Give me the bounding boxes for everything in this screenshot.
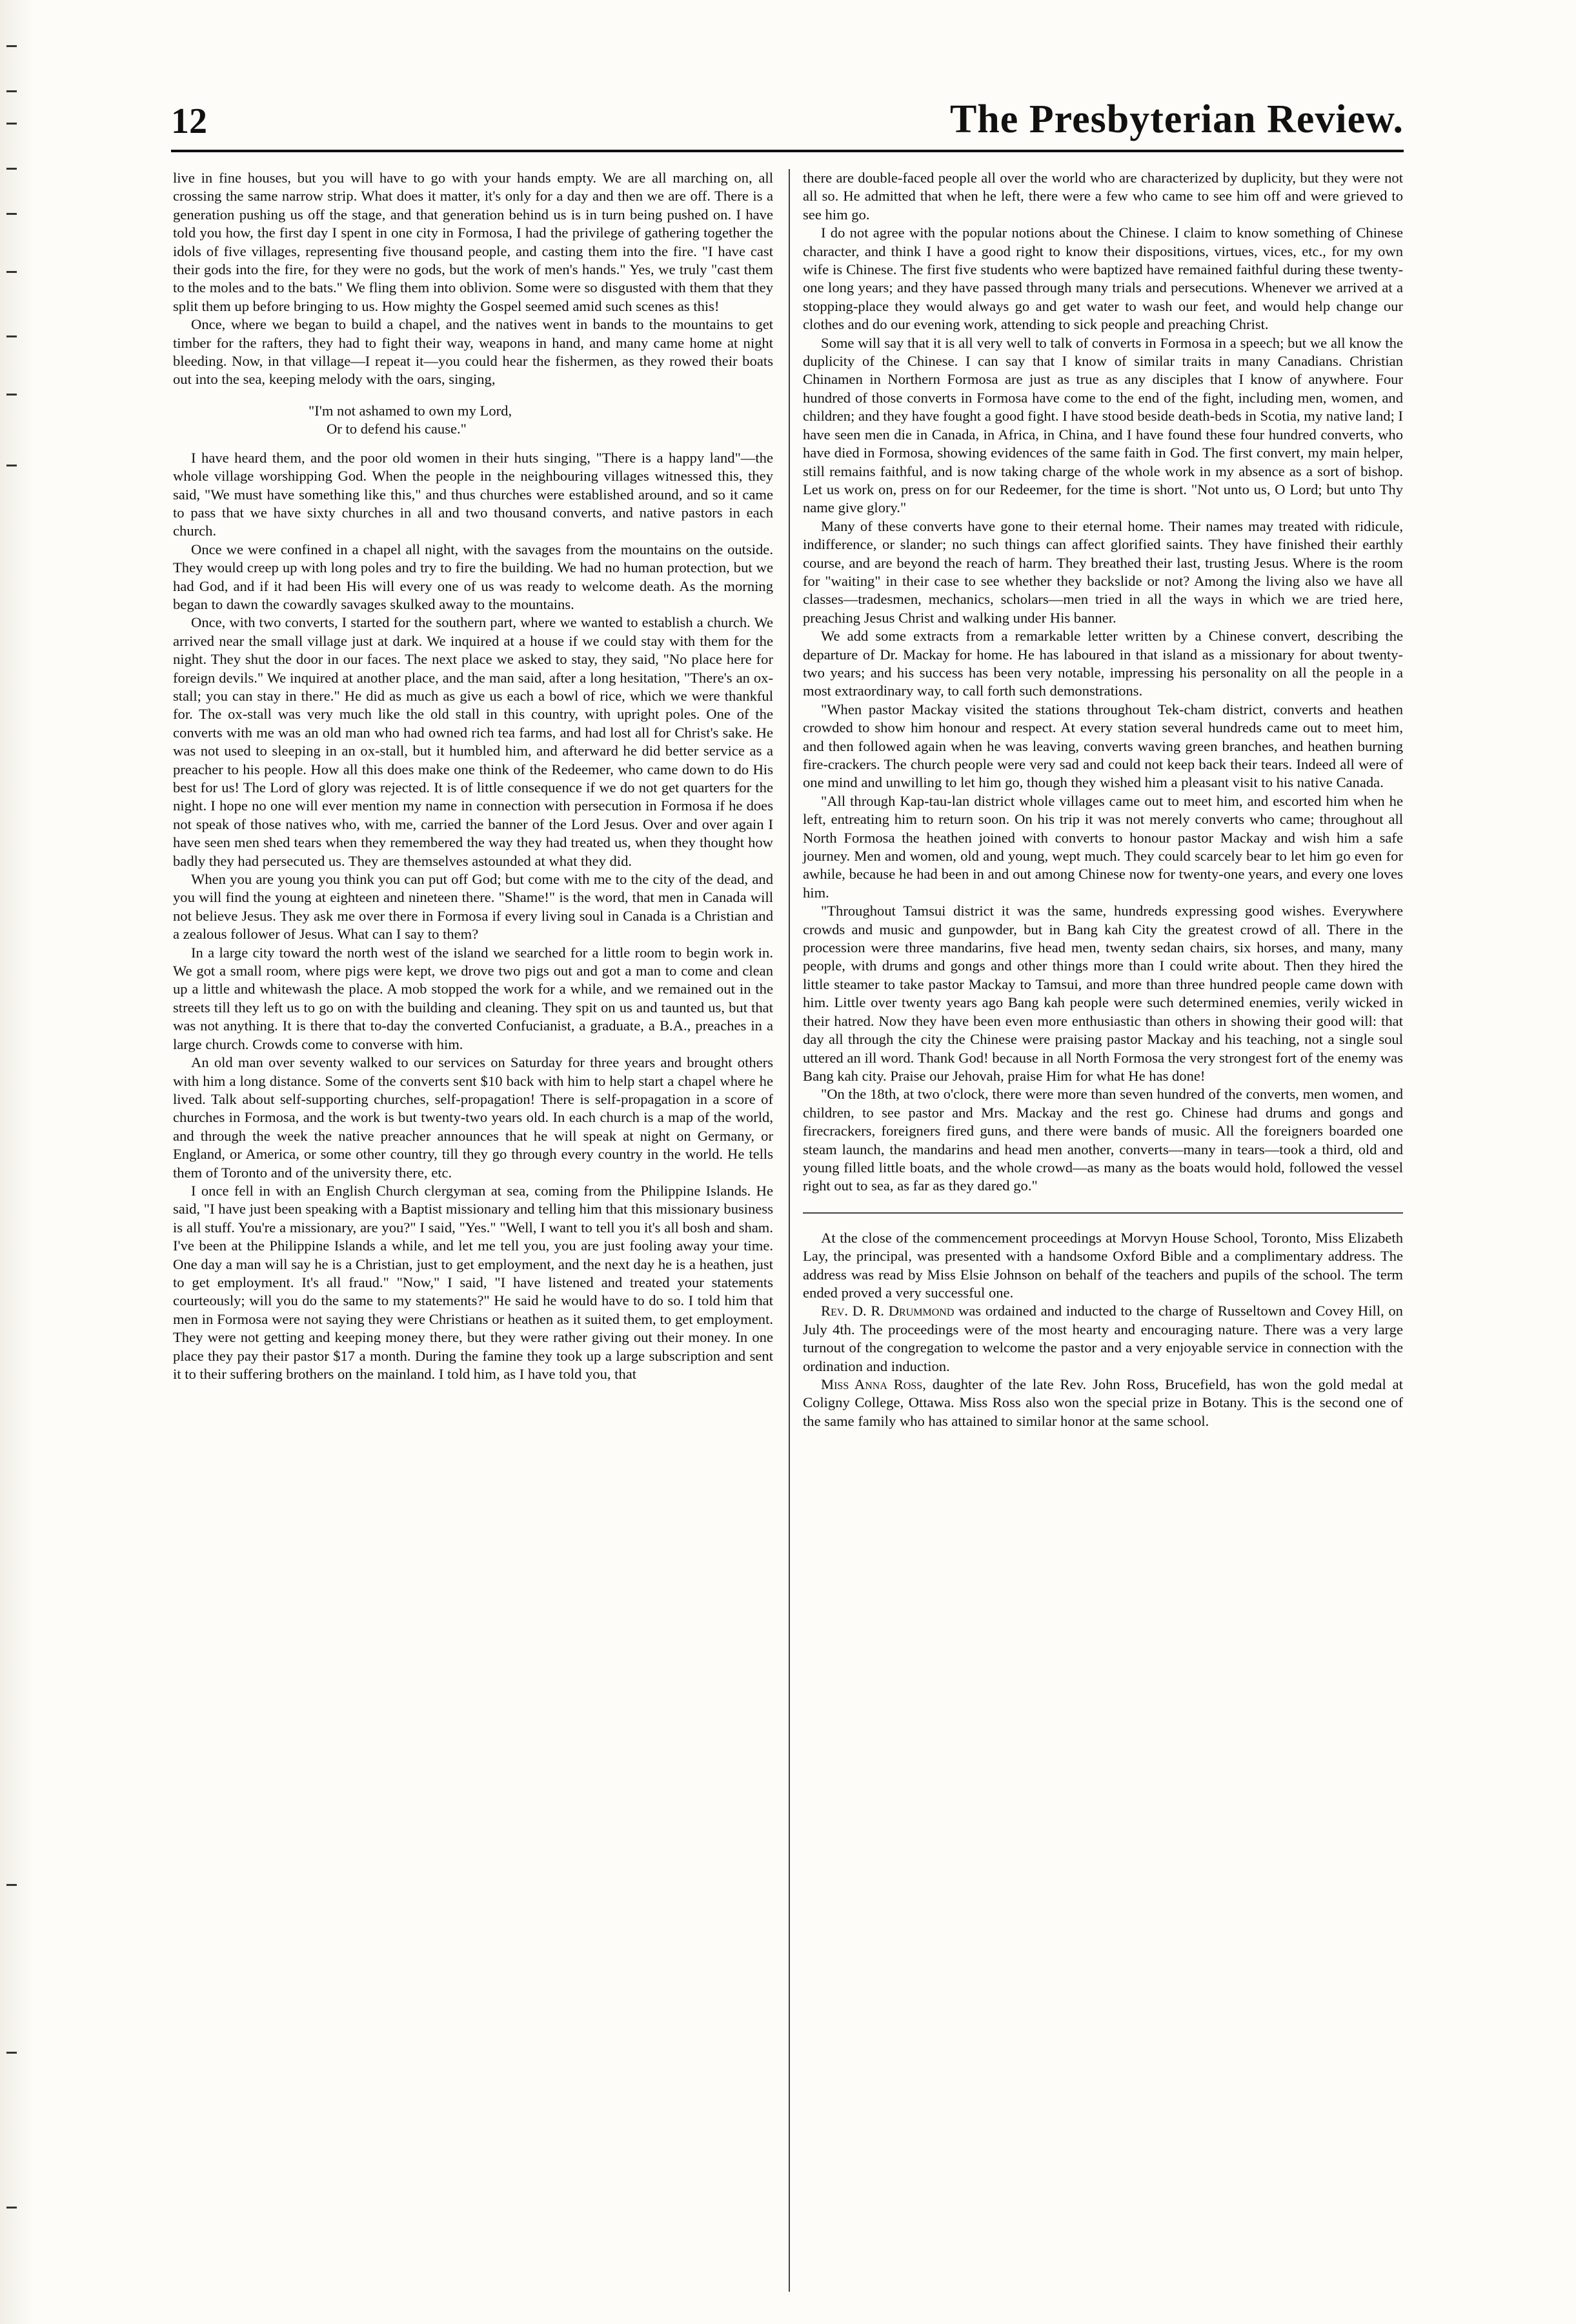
hymn-quote: [173, 402, 773, 439]
paragraph: When you are young you think you can put off God; but come with me to the city of the dead, and you will find the young at eighteen and nineteen there. "Shame!" is the word, that men in Canada will not believe Jesus. They ask me over there in Formosa if every living soul in Canada is a Christian and a zealous follower of Jesus. What can I say to them?: [173, 871, 773, 943]
letter-extract: "On the 18th, at two o'clock, there were more than seven hundred of the converts, men women, and children, to see pastor and Mrs. Mackay and the rest go. Chinese had drums and gongs and firecrackers, foreigners fired guns, and there were bands of music. All the foreigners boarded one steam launch, the mandarins and head men another, converts—many in tears—took a third, old and young filled little boats, and the whole crowd—as many as the boats would hold, followed the vessel right out to sea, as far as they dared go.": [803, 1086, 1403, 1194]
paragraph: Once we were confined in a chapel all night, with the savages from the mountains on the outside. They would creep up with long poles and try to fire the building. We had no human protection, but we had God, and if it had been His will every one of us was ready to welcome death. As the morning began to dawn the cowardly savages skulked away to the mountains.: [173, 541, 773, 612]
edge-mark: [6, 394, 17, 396]
edge-mark: [6, 45, 17, 47]
paragraph: I have heard them, and the poor old women in their huts singing, "There is a happy land"—the whole village worshipping God. When the people in the neighbouring villages witnessed this, they said, "We must have something like this," and thus churches were established around, and so it came to pass that we have sixty churches in all and two thousand converts, and native pastors in each church.: [173, 449, 773, 539]
paragraph: I do not agree with the popular notions about the Chinese. I claim to know something of Chinese character, and think I have a good right to know their dispositions, virtues, vices, etc., for my own wife is Chinese. The first five students who were baptized have remained faithful during these twenty-one long years; and they have passed through many trials and persecutions. Whenever we arrived at a stopping-place they would always go and get water to wash our feet, and would help change our clothes and do our evening work, attending to sick people and preaching Christ.: [803, 225, 1403, 333]
hymn-line: "I'm not ashamed to own my Lord,: [308, 402, 512, 419]
news-item-text: , daughter of the late Rev. John Ross, Brucefield, has won the gold medal at Coligny College, Ottawa. Miss Ross also won the special prize in Botany. This is the second one of the same family who has attained to similar honor at the same school.: [803, 1376, 1403, 1429]
paragraph: An old man over seventy walked to our services on Saturday for three years and brought others with him a long distance. Some of the converts sent $10 back with him to help start a chapel where he lived. Talk about self-supporting churches, self-propagation! There is self-propagation in a score of churches in Formosa, and the work is but twenty-two years old. In each church is a map of the world, and through the week the native preacher announces that he will speak at night on Germany, or England, or America, or some other country, till they go through every country in the world. He tells them of Toronto and of the university there, etc.: [173, 1054, 773, 1181]
paragraph: Once, with two converts, I started for the southern part, where we wanted to establish a church. We arrived near the small village just at dark. We inquired at a house if we could stay with them for the night. They shut the door in our faces. The next place we asked to stay, they said, "No place here for foreign devils." We inquired at another place, and the man said, after a long hesitation, "There's an ox-stall; you can stay in there." He did as much as give us each a bowl of rice, which we were thankful for. The ox-stall was very much like the old stall in this country, with upright poles. One of the converts with me was an old man who had owned rich tea farms, and had lost all for Christ's sake. He was not used to sleeping in an ox-stall, but it humbled him, and afterward he did better service as a preacher to his people. How all this does make one think of the Redeemer, who came down to do His best for us! The Lord of glory was rejected. It is of little consequence if we do not get quarters for the night. I hope no one will ever mention my name in connection with persecution in Formosa if he does not speak of those natives who, with me, carried the banner of the Lord Jesus. Over and over again I have seen men shed tears when they remembered the way they had treated us, when they thought how badly they had persecuted us. They are themselves astounded at what they did.: [173, 614, 773, 869]
letter-extract: "When pastor Mackay visited the stations throughout Tek-cham district, converts and heathen crowded to show him honour and respect. At every station several hundreds came out to meet him, and then followed again when he was leaving, converts waving green branches, and heathen burning fire-crackers. The church people were very sad and could not keep back their tears. Indeed all were of one mind and unwilling to let him go, though they wished him a pleasant visit to his native Canada.: [803, 701, 1403, 791]
edge-mark: [6, 213, 17, 215]
paragraph: Many of these converts have gone to their eternal home. Their names may treated with ridicule, indifference, or slander; no such things can affect glorified saints. They have finished their earthly course, and are beyond the reach of harm. They breathed their last, trusting Jesus. Where is the room for "waiting" in their case to see whether they backslide or not? Among the living also we have all classes—tradesmen, mechanics, scholars—men tried in all the ways in which we are tried here, preaching Jesus Christ and walking under His banner.: [803, 517, 1403, 626]
hymn-line: Or to defend his cause.": [327, 421, 467, 437]
edge-mark: [6, 465, 17, 466]
paragraph: We add some extracts from a remarkable letter written by a Chinese convert, describing the departure of Dr. Mackay for home. He has laboured in that island as a missionary for about twenty-two years; and his success has been very notable, impressing his personality on all the people in a most extraordinary way, to call forth such demonstrations.: [803, 628, 1403, 699]
column-divider: [789, 169, 790, 2292]
page-number: 12: [171, 101, 207, 141]
edge-mark: [6, 271, 17, 273]
paragraph: In a large city toward the north west of the island we searched for a little room to begin work in. We got a small room, where pigs were kept, we drove two pigs out and got a man to come and clean up a little and whitewash the place. A mob stopped the work for a while, and we remained out in the streets till they left us to go on with the building and cleaning. They spit on us and taunted us, but that was not anything. It is there that to-day the converted Confucianist, a graduate, a B.A., preaches in a large church. Crowds come to converse with him.: [173, 944, 773, 1052]
paragraph: Some will say that it is all very well to talk of converts in Formosa in a speech; but we all know the duplicity of the Chinese. I can say that I know of similar traits in many Canadians. Christian Chinamen in Northern Formosa are just as true as any disciples that I know of anywhere. Four hundred of those converts in Formosa have come to the end of the fight, including men, women, and children; and they have fought a good fight. I have stood beside death-beds in Scotia, my native land; I have seen men die in Canada, in Africa, in China, and I have found these four hundred converts, who have died in Formosa, showing evidences of the same faith in God. The first convert, my main helper, still remains faithful, and is now taking charge of the whole work in my absence as a sort of bishop. Let us work on, press on for our Redeemer, for the time is short. "Not unto us, O Lord; but unto Thy name give glory.": [803, 334, 1403, 516]
section-divider: [803, 1212, 1403, 1214]
header-rule: [171, 150, 1404, 152]
news-item-name: Miss Anna Ross: [821, 1376, 923, 1392]
paragraph: Once, where we began to build a chapel, and the natives went in bands to the mountains to get timber for the rafters, they had to fight their way, weapons in hand, and many came home at night bleeding. Now, in that village—I repeat it—you could hear the fishermen, as they rowed their boats out into the sea, keeping melody with the oars, singing,: [173, 316, 773, 388]
edge-mark: [6, 123, 17, 125]
news-item: At the close of the commencement proceedings at Morvyn House School, Toronto, Miss Elizabeth Lay, the principal, was presented with a handsome Oxford Bible and a complimentary address. The address was read by Miss Elsie Johnson on behalf of the teachers and pupils of the school. The term ended proved a very successful one.: [803, 1229, 1403, 1301]
edge-mark: [6, 1884, 17, 1886]
news-item-text: was ordained and inducted to the charge of Russeltown and Covey Hill, on July 4th. The proceedings were of the most hearty and encouraging nature. There was a very large turnout of the congregation to welcome the pastor and a very enjoyable service in connection with the ordination and induction.: [803, 1303, 1403, 1374]
news-item: [803, 1302, 1403, 1376]
scanned-page-edge: [0, 0, 34, 2324]
paragraph: I once fell in with an English Church clergyman at sea, coming from the Philippine Islands. He said, "I have just been speaking with a Baptist missionary and telling him that this missionary business is all stuff. You're a missionary, are you?" I said, "Yes." "Well, I want to tell you it's all bosh and sham. I've been at the Philippine Islands a while, and let me tell you, you are just fooling away your time. One day a man will say he is a Christian, just to get employment, and the next day he is a heathen, just to get employment. It's all fraud." "Now," I said, "I have listened and treated your statements courteously; will you do the same to my statements?" He said he would have to do so. I told him that men in Formosa were not saying they were Christians or heathen as it suited them, to get employment. They were not getting and keeping money there, but they were rather giving out their money. In one place they pay their pastor $17 a month. During the famine they took up a large subscription and sent it to their suffering brothers on the mainland. I told him, as I have told you, that: [173, 1182, 773, 1382]
edge-mark: [6, 336, 17, 337]
news-item-name: Rev. D. R. Drummond: [821, 1303, 955, 1319]
edge-mark: [6, 2052, 17, 2054]
letter-extract: "All through Kap-tau-lan district whole villages came out to meet him, and escorted him when he left, entreating him to return soon. On his trip it was not merely converts who came; throughout all North Formosa the heathen joined with converts to honour pastor Mackay and wish him a safe journey. Men and women, old and young, wept much. They could scarcely bear to let him go even for awhile, because he had been in and out among Chinese now for twenty-one years, and every one loves him.: [803, 792, 1403, 901]
paragraph: live in fine houses, but you will have to go with your hands empty. We are all marching on, all crossing the same narrow strip. What does it matter, it's only for a day and then we are off. There is a generation pushing us off the stage, and that generation behind us is in turn being pushed on. I have told you how, the first day I spent in one city in Formosa, I had the privilege of gathering together the idols of five villages, representing five thousand people, and casting them into the fire. "I have cast their gods into the fire, for they were no gods, but the work of men's hands." Yes, we truly "cast them to the moles and to the bats." We fling them into oblivion. Some were so disgusted with them that they split them up before bringing to us. How mighty the Gospel seemed amid such scenes as this!: [173, 170, 773, 314]
right-column: [803, 169, 1403, 1430]
edge-mark: [6, 2207, 17, 2209]
left-column: [173, 169, 773, 1383]
edge-mark: [6, 90, 17, 92]
journal-title: The Presbyterian Review.: [949, 97, 1404, 141]
news-item: [803, 1376, 1403, 1430]
letter-extract: "Throughout Tamsui district it was the same, hundreds expressing good wishes. Everywhere crowds and music and gunpowder, but in Bang kah City the greatest crowd of all. There in the procession were three mandarins, five head men, twenty sedan chairs, six horses, and many, many people, with drums and gongs and other things more than I could write about. Then they hired the little steamer to take pastor Mackay to Tamsui, and more than three hundred people came down with him. Little over twenty years ago Bang kah people were such determined enemies, verily wicked in their hatred. Now they have been even more enthusiastic than others in showing their good will: that day all through the city the Chinese were praising pastor Mackay and his teaching, not a single soul uttered an ill word. Thank God! because in all North Formosa the very strongest fort of the enemy was Bang kah city. Praise our Jehovah, praise Him for what He has done!: [803, 903, 1403, 1084]
paragraph: there are double-faced people all over the world who are characterized by duplicity, but they were not all so. He admitted that when he left, there were a few who came to see him off and were grieved to see him go.: [803, 170, 1403, 223]
edge-mark: [6, 168, 17, 170]
page-header: [171, 97, 1404, 148]
